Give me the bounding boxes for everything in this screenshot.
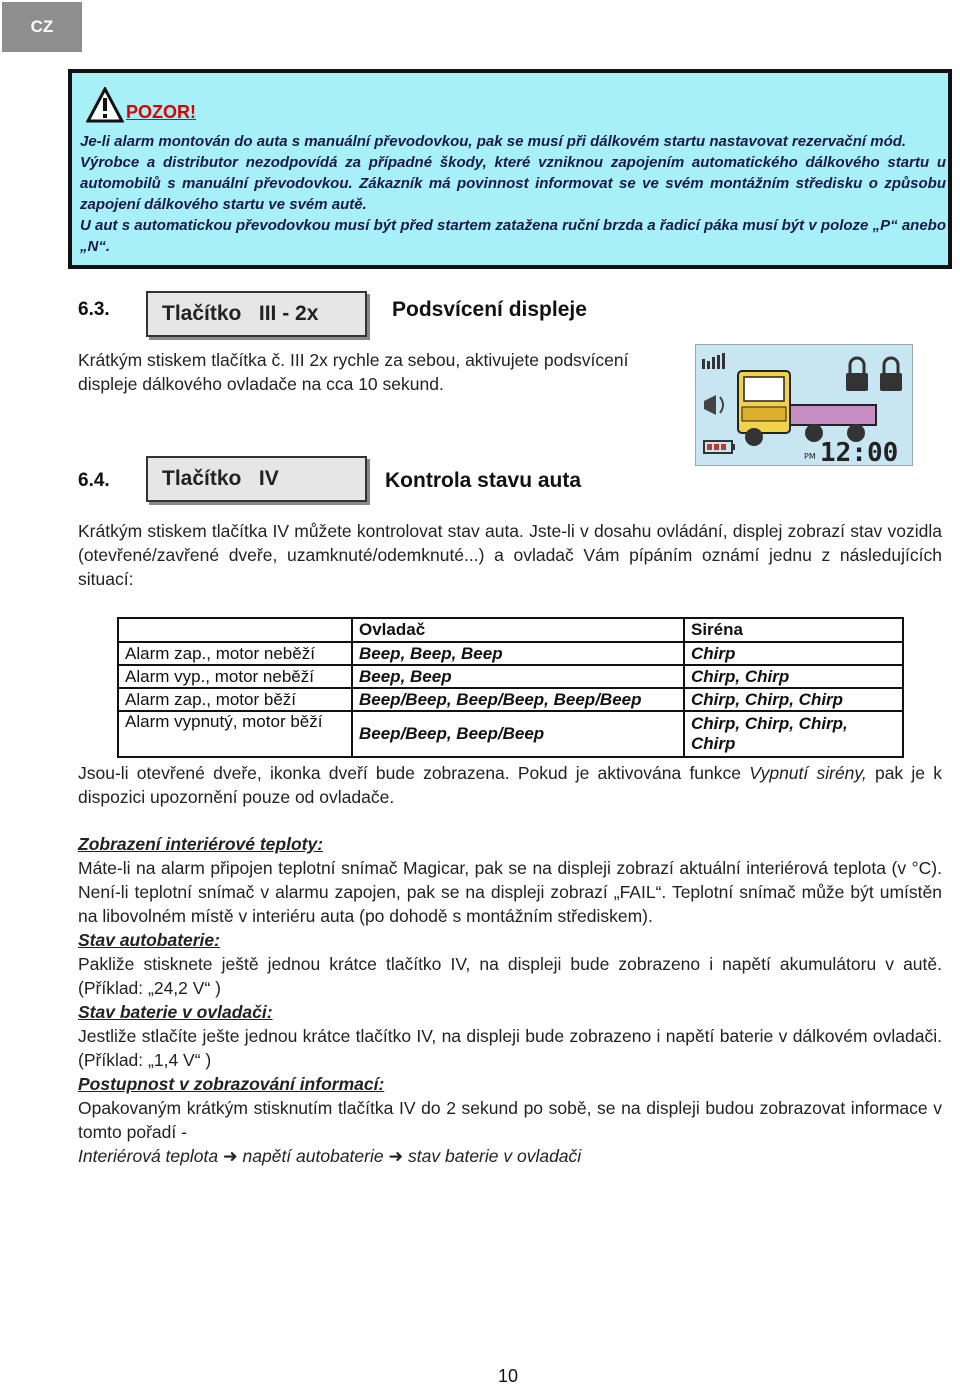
- car-battery-text: Pakliže stisknete ještě jednou krátce tlačítko IV, na displeji bude zobrazeno i napětí akumulátoru v autě. (Příklad: „24,2 V“ ): [78, 954, 942, 998]
- table-cell: Beep, Beep: [352, 665, 684, 688]
- table-row: [118, 711, 903, 757]
- remote-display-image: [695, 344, 913, 466]
- sequence-item: napětí autobaterie: [242, 1146, 384, 1166]
- warning-line: Je-li alarm montován do auta s manuální převodovkou, pak se musí při dálkovém startu nastavovat rezervační mód.: [80, 133, 907, 150]
- lock-icon: [846, 358, 902, 391]
- display-sequence: [78, 1144, 942, 1168]
- table-cell: Beep/Beep, Beep/Beep: [352, 711, 684, 757]
- section-number: 6.4.: [78, 470, 110, 491]
- table-cell: Chirp, Chirp, Chirp, Chirp: [684, 711, 903, 757]
- sequence-item: stav baterie v ovladači: [408, 1146, 582, 1166]
- page-number: 10: [498, 1366, 519, 1386]
- table-cell: Alarm vypnutý, motor běží: [118, 711, 352, 757]
- display-order-heading: Postupnost v zobrazování informací:: [78, 1074, 385, 1094]
- warning-text: [80, 131, 946, 257]
- display-order-text: Opakovaným krátkým stisknutím tlačítka IV do 2 sekund po sobě, se na displeji budou zobrazovat informace v tomto pořadí -: [78, 1098, 942, 1142]
- table-cell: Alarm zap., motor běží: [118, 688, 352, 711]
- table-cell: Beep/Beep, Beep/Beep, Beep/Beep: [352, 688, 684, 711]
- interior-temp-text: Máte-li na alarm připojen teplotní snímač Magicar, pak se na displeji zobrazí aktuální interiérová teplota (v °C). Není-li teplotní snímač v alarmu zapojen, pak se na displeji zobrazí „FAIL“. Teplotní snímač může být umístěn na libovolném místě v interiéru auta (po dohodě s montážním střediskem).: [78, 858, 942, 926]
- table-cell: Alarm zap., motor neběží: [118, 642, 352, 665]
- signal-icon: [702, 353, 725, 369]
- info-sections: [78, 832, 942, 1168]
- remote-battery-text: Jestliže stlačíte ješte jednou krátce tlačítko IV, na displeji bude zobrazeno i napětí baterie v dálkovém ovladači. (Příklad: „1,4 V“ ): [78, 1026, 942, 1070]
- arrow-right-icon: ➜: [388, 1146, 404, 1166]
- doors-note-part1: Jsou-li otevřené dveře, ikonka dveří bude zobrazena. Pokud je aktivována funkce: [78, 763, 750, 783]
- warning-triangle-icon: [86, 87, 124, 123]
- table-cell: Beep, Beep, Beep: [352, 642, 684, 665]
- button-label-box: Tlačítko IV: [146, 456, 367, 502]
- table-header-row: [118, 618, 903, 642]
- section-title: Kontrola stavu auta: [385, 469, 582, 492]
- table-cell: Chirp: [684, 642, 903, 665]
- section-title: Podsvícení displeje: [392, 298, 587, 321]
- pm-indicator: PM: [804, 452, 816, 461]
- interior-temp-heading: Zobrazení interiérové teploty:: [78, 834, 324, 854]
- section-number: 6.3.: [78, 299, 110, 320]
- doors-note-text: [78, 761, 942, 809]
- table-cell: Alarm vyp., motor neběží: [118, 665, 352, 688]
- table-header-cell: Ovladač: [352, 618, 684, 642]
- button-label-box: Tlačítko III - 2x: [146, 291, 367, 337]
- language-badge: CZ: [2, 2, 82, 52]
- car-battery-heading: Stav autobaterie:: [78, 930, 220, 950]
- status-check-description: Krátkým stiskem tlačítka IV můžete kontrolovat stav auta. Jste-li v dosahu ovládání, displej zobrazí stav vozidla (otevřené/zavřené dveře, uzamknuté/odemknuté...) a ovladač Vám pípáním oznámí jednu z následujících situací:: [78, 521, 942, 589]
- doors-note-italic: Vypnutí sirény,: [749, 763, 867, 783]
- doors-note-part2: pak je k dispozici upozornění pouze od ovladače.: [78, 763, 942, 807]
- section-text: [78, 348, 648, 396]
- warning-title: POZOR!: [126, 102, 196, 122]
- doors-note: [78, 761, 942, 809]
- backlight-description: Krátkým stiskem tlačítka č. III 2x rychle za sebou, aktivujete podsvícení displeje dálkového ovladače na cca 10 sekund.: [78, 350, 629, 394]
- table-row: [118, 642, 903, 665]
- warning-line: Výrobce a distributor nezodpovídá za případné škody, které vzniknou zapojením automatického dálkového startu u automobilů s manuální převodovkou. Zákazník má povinnost informovat se ve svém montážním středisku o způsobu zapojení dálkového startu ve svém autě.: [80, 154, 946, 213]
- arrow-right-icon: ➜: [222, 1146, 238, 1166]
- warning-line: U aut s automatickou převodovkou musí být před startem zatažena ruční brzda a řadicí páka musí být v poloze „P“ anebo „N“.: [80, 217, 946, 255]
- table-cell: Chirp, Chirp: [684, 665, 903, 688]
- warning-header: [86, 87, 196, 123]
- truck-display-illustration: [696, 345, 912, 465]
- table-header-cell: [118, 618, 352, 642]
- table-row: [118, 665, 903, 688]
- warning-box: [68, 69, 952, 269]
- remote-battery-heading: Stav baterie v ovladači:: [78, 1002, 273, 1022]
- table-cell: Chirp, Chirp, Chirp: [684, 688, 903, 711]
- sequence-item: Interiérová teplota: [78, 1146, 219, 1166]
- status-table: [117, 617, 904, 758]
- battery-icon: [704, 441, 735, 453]
- clock-display: 12:00: [820, 438, 899, 465]
- table-row: [118, 688, 903, 711]
- section-text: [78, 519, 942, 591]
- horn-icon: [704, 395, 723, 415]
- table-header-cell: Siréna: [684, 618, 903, 642]
